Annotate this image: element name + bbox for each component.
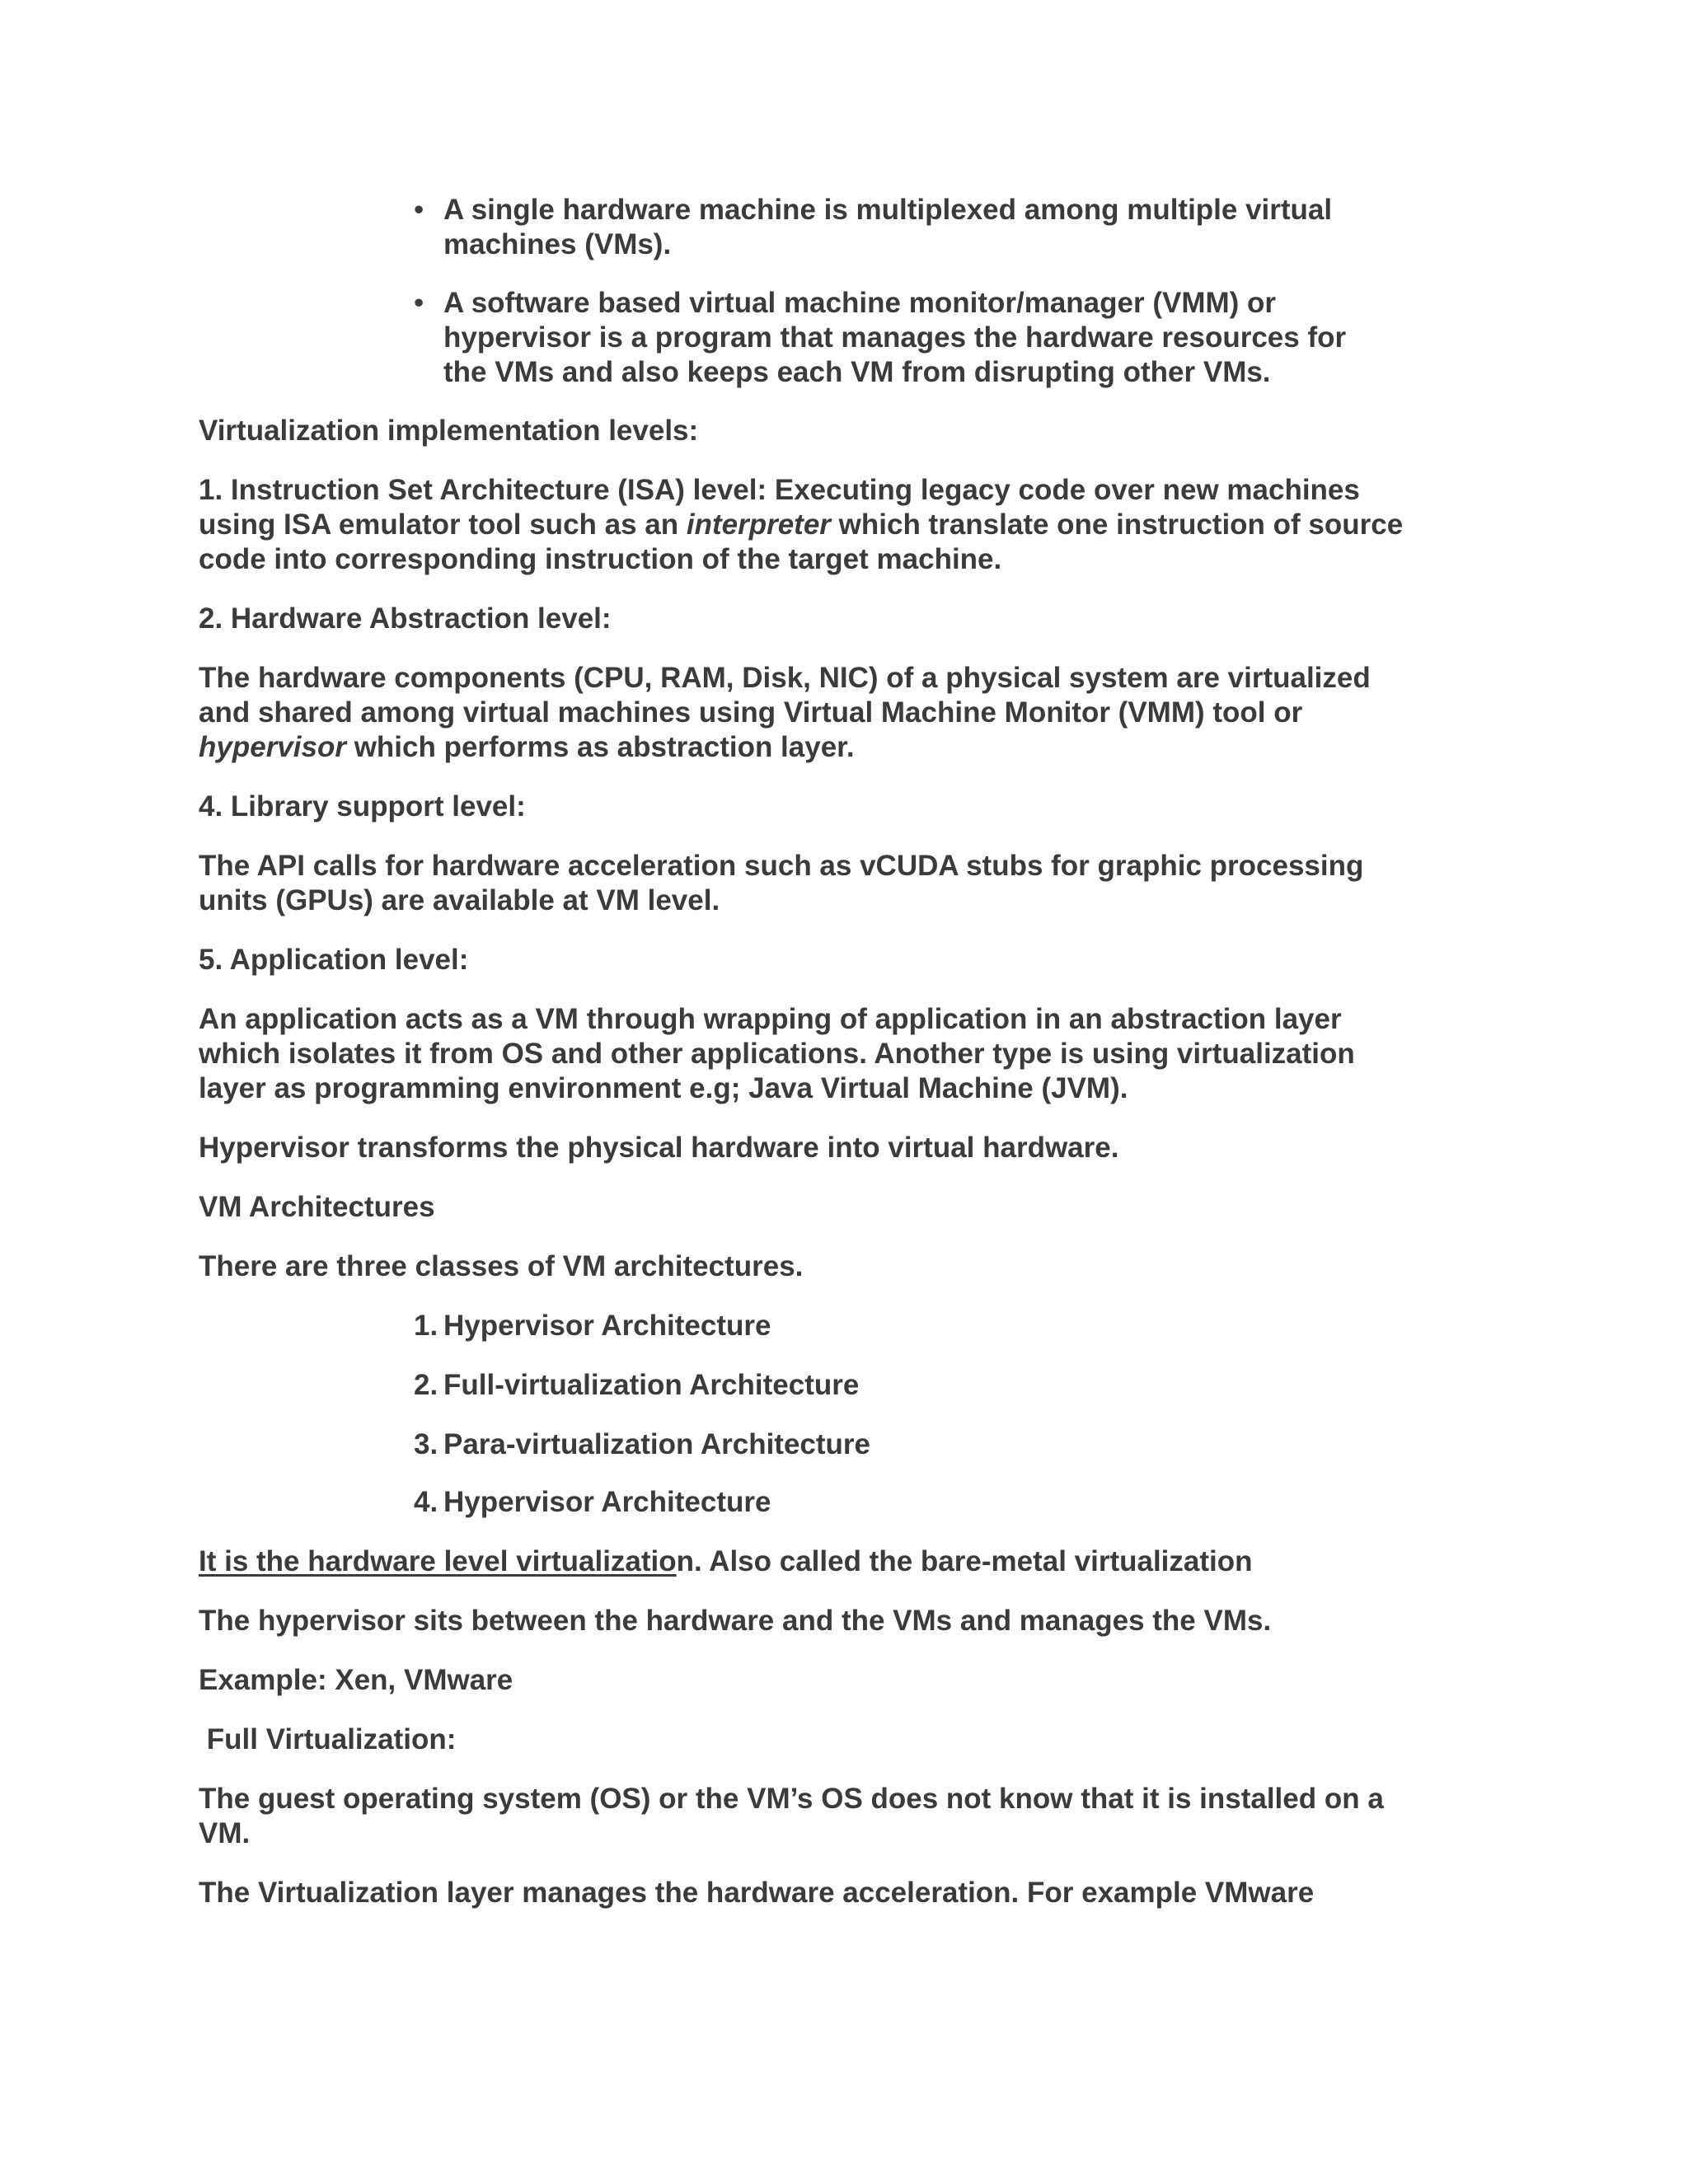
bullet-text-line: A software based virtual machine monitor/manager (VMM) or: [443, 287, 1277, 319]
bullet-item: [414, 193, 1515, 262]
isa-text: which translate one instruction of source: [830, 509, 1404, 541]
bullet-text-line: machines (VMs).: [443, 228, 672, 260]
bullet-icon: •: [414, 194, 424, 226]
virt-layer-text: The Virtualization layer manages the hardware acceleration. For example VMware: [199, 1877, 1315, 1909]
list-item: [414, 1368, 860, 1403]
hw-level-text: [199, 1544, 1484, 1579]
lib-paragraph: [199, 849, 1484, 918]
hw-line: [199, 730, 1484, 765]
app-line: layer as programming environment e.g; Java Virtual Machine (JVM).: [199, 1072, 1128, 1104]
app-line: which isolates it from OS and other applications. Another type is using virtualization: [199, 1038, 1355, 1070]
bullet-text-line: A single hardware machine is multiplexed among multiple virtual: [443, 194, 1333, 226]
app-heading: 5. Application level:: [199, 944, 469, 976]
bullet-item: [414, 286, 1515, 390]
app-line: An application acts as a VM through wrapping of application in an abstraction layer: [199, 1003, 1342, 1035]
example-text: Example: Xen, VMware: [199, 1664, 513, 1696]
hypervisor-sits-text: The hypervisor sits between the hardware and the VMs and manages the VMs.: [199, 1605, 1272, 1637]
list-number: 4.: [414, 1486, 438, 1518]
hw-heading: 2. Hardware Abstraction level:: [199, 602, 612, 635]
vm-arch-heading: VM Architectures: [199, 1191, 435, 1223]
hw-level-rest: n. Also called the bare-metal virtualization: [676, 1545, 1253, 1577]
lib-heading: 4. Library support level:: [199, 790, 526, 823]
isa-paragraph: [199, 473, 1484, 577]
guest-os-paragraph: [199, 1782, 1484, 1851]
list-number: 2.: [414, 1369, 438, 1401]
hw-level-underlined: It is the hardware level virtualizatio: [199, 1545, 677, 1577]
isa-emphasis: interpreter: [686, 509, 831, 541]
hw-text: which performs as abstraction layer.: [345, 731, 855, 763]
list-item: [414, 1309, 771, 1343]
hw-emphasis: hypervisor: [199, 731, 346, 763]
list-item-label: Para-virtualization Architecture: [443, 1428, 871, 1460]
vm-arch-intro: There are three classes of VM architectures.: [199, 1250, 804, 1282]
hw-paragraph: [199, 661, 1484, 765]
list-item-label: Full-virtualization Architecture: [443, 1369, 860, 1401]
impl-heading: Virtualization implementation levels:: [199, 415, 699, 447]
lib-line: The API calls for hardware acceleration such as vCUDA stubs for graphic processing: [199, 850, 1364, 882]
isa-line: 1. Instruction Set Architecture (ISA) level: Executing legacy code over new machines: [199, 474, 1360, 506]
list-number: 1.: [414, 1310, 438, 1342]
list-number: 3.: [414, 1428, 438, 1460]
list-item: [414, 1427, 871, 1462]
isa-text: using ISA emulator tool such as an: [199, 509, 687, 541]
isa-line: [199, 508, 1484, 542]
guest-os-line: VM.: [199, 1817, 251, 1849]
list-item: [414, 1485, 771, 1520]
hw-line: and shared among virtual machines using Virtual Machine Monitor (VMM) tool or: [199, 696, 1303, 729]
isa-line: code into corresponding instruction of the target machine.: [199, 543, 1002, 575]
list-item-label: Hypervisor Architecture: [443, 1310, 771, 1342]
hypervisor-transform-text: Hypervisor transforms the physical hardware into virtual hardware.: [199, 1132, 1119, 1164]
bullet-text-line: the VMs and also keeps each VM from disrupting other VMs.: [443, 356, 1271, 388]
lib-line: units (GPUs) are available at VM level.: [199, 884, 720, 916]
bullet-icon: •: [414, 287, 424, 319]
bullet-text-line: hypervisor is a program that manages the hardware resources for: [443, 321, 1347, 354]
full-virt-heading: Full Virtualization:: [199, 1723, 457, 1755]
list-item-label: Hypervisor Architecture: [443, 1486, 771, 1518]
app-paragraph: [199, 1002, 1484, 1106]
hw-line: The hardware components (CPU, RAM, Disk, NIC) of a physical system are virtualized: [199, 662, 1371, 694]
guest-os-line: The guest operating system (OS) or the VM’s OS does not know that it is installed on a: [199, 1783, 1384, 1815]
